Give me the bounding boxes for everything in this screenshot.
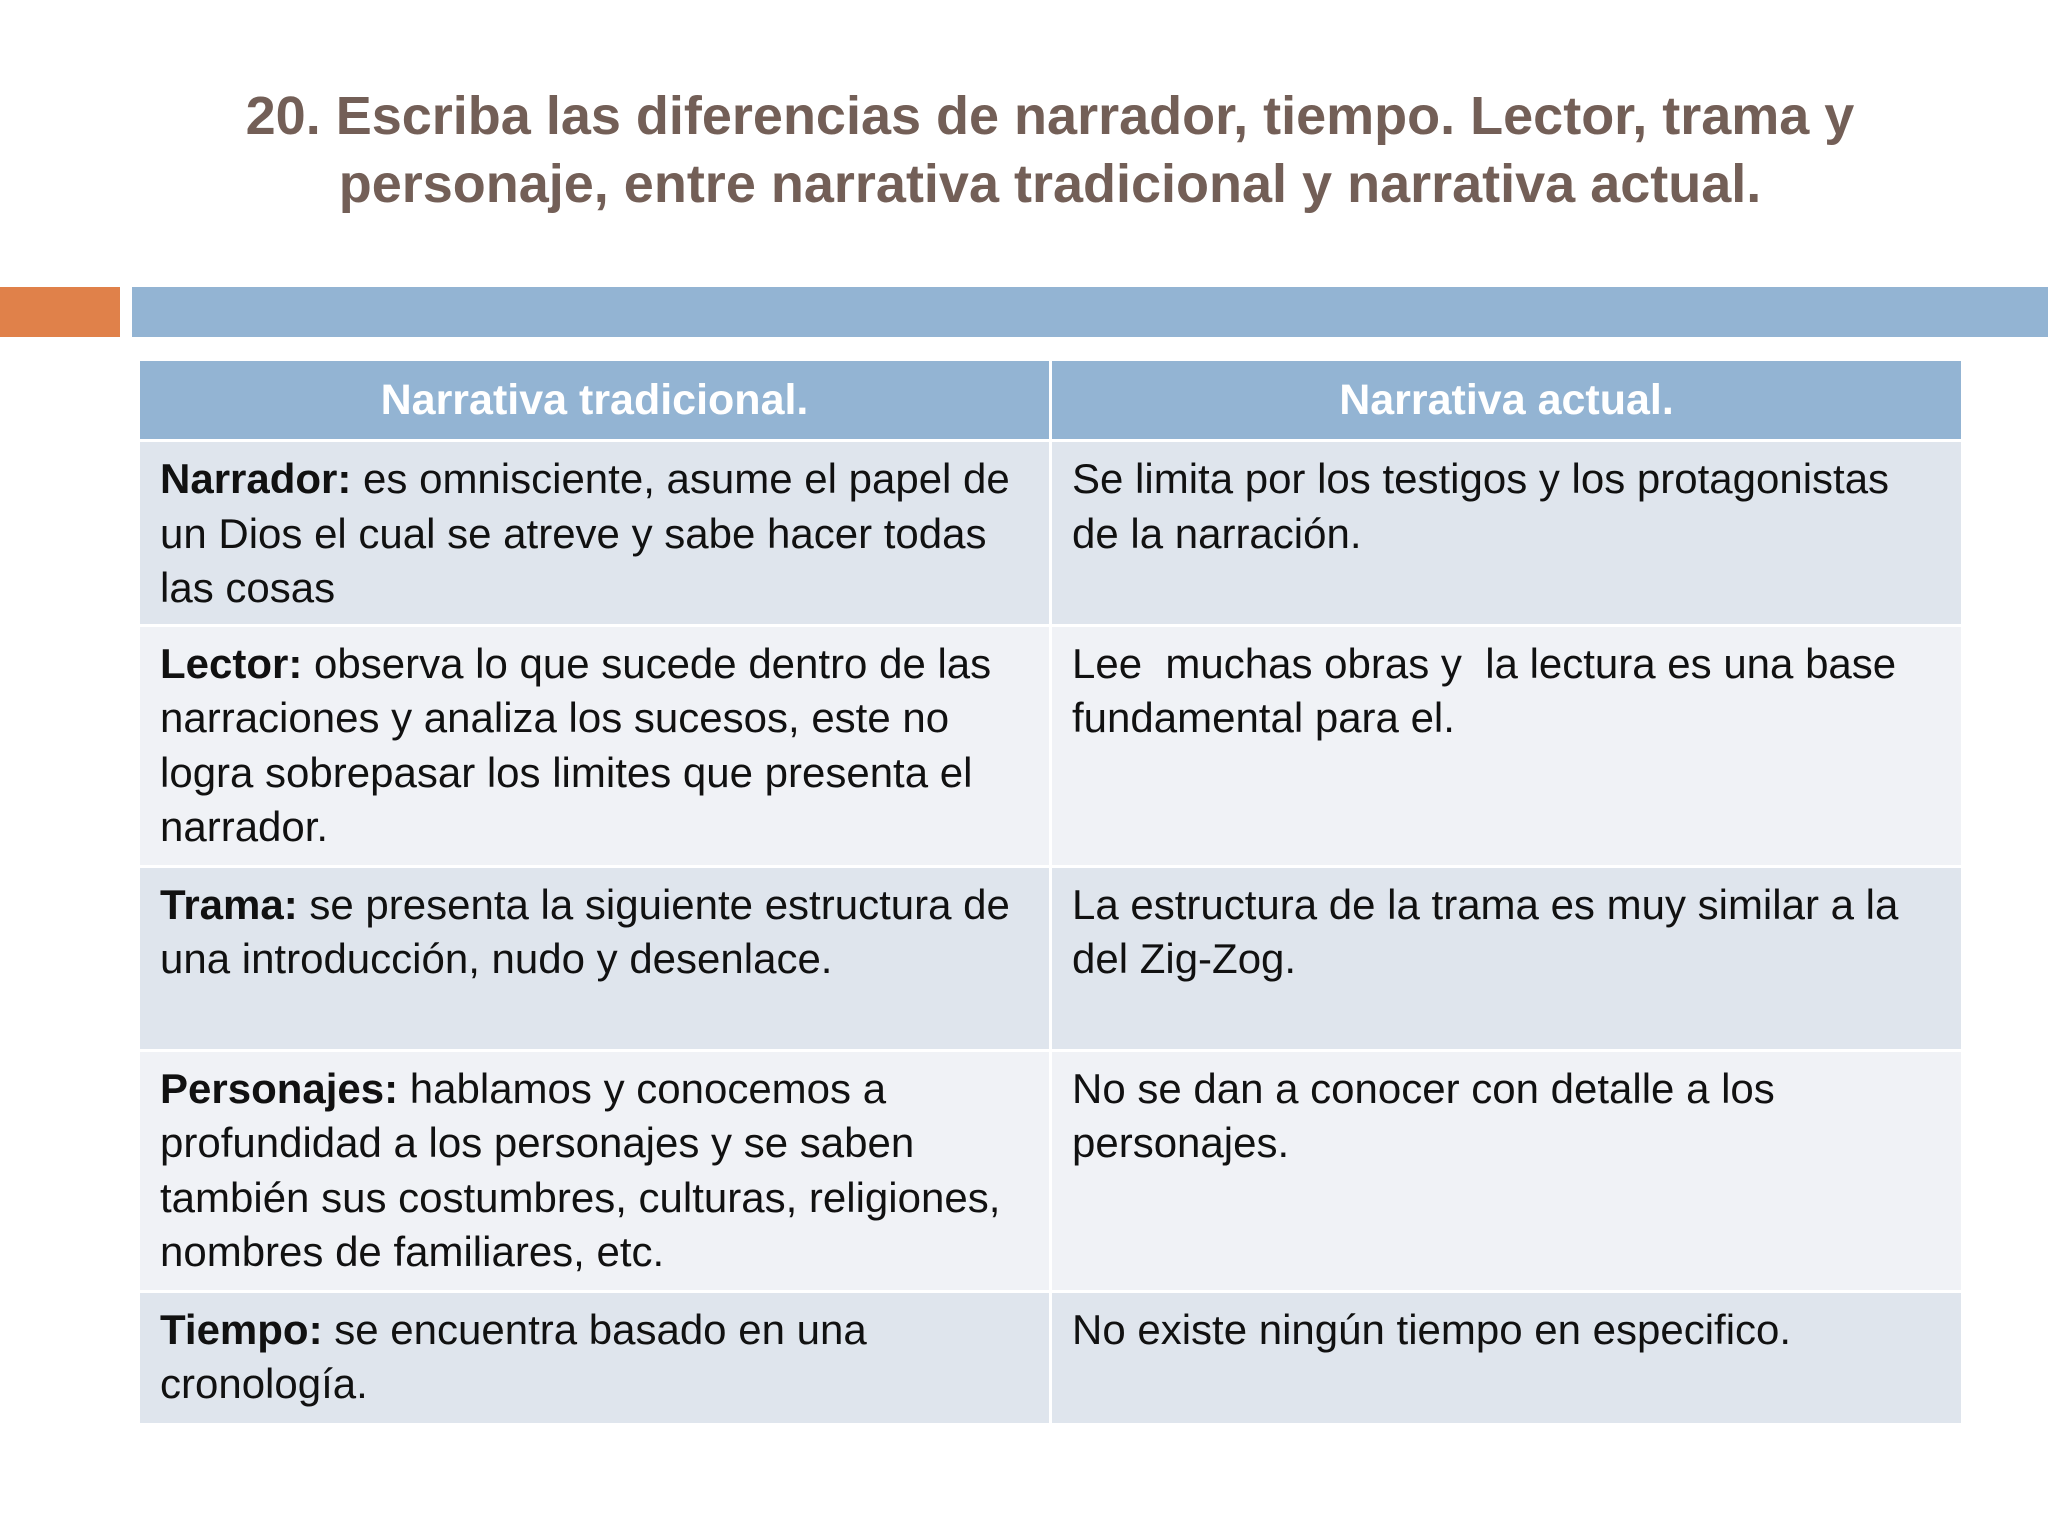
cell-current: Se limita por los testigos y los protagonistas de la narración. xyxy=(1051,441,1963,626)
table-row xyxy=(139,1050,1963,1291)
cell-traditional-text: hablamos y conocemos a profundidad a los personajes y se saben también sus costumbres, culturas, religiones, nombres de familiares, etc. xyxy=(160,1064,1001,1275)
table-row xyxy=(139,866,1963,1050)
cell-traditional xyxy=(139,1291,1051,1424)
cell-current: No existe ningún tiempo en especifico. xyxy=(1051,1291,1963,1424)
cell-traditional xyxy=(139,441,1051,626)
accent-bar-orange xyxy=(0,287,120,337)
term-label: Lector: xyxy=(160,639,303,687)
slide-title-line-1: 20. Escriba las diferencias de narrador, tiempo. Lector, trama y xyxy=(245,86,1855,146)
cell-traditional-text: se presenta la siguiente estructura de una introducción, nudo y desenlace. xyxy=(160,880,1010,982)
cell-traditional-text: se encuentra basado en una cronología. xyxy=(160,1305,867,1407)
cell-traditional-text: observa lo que sucede dentro de las narraciones y analiza los sucesos, este no logra sobrepasar los limites que presenta el narrador. xyxy=(160,639,992,850)
table-row xyxy=(139,625,1963,866)
term-label: Narrador: xyxy=(160,455,352,502)
cell-current: Lee muchas obras y la lectura es una base fundamental para el. xyxy=(1051,625,1963,866)
table-row xyxy=(139,1291,1963,1424)
accent-bar-blue xyxy=(132,287,2048,337)
table-row xyxy=(139,441,1963,626)
slide-title xyxy=(150,82,1950,218)
comparison-table xyxy=(137,358,1964,1426)
cell-traditional xyxy=(139,1050,1051,1291)
term-label: Personajes: xyxy=(160,1064,399,1112)
cell-traditional xyxy=(139,866,1051,1050)
table-header-row xyxy=(139,360,1963,441)
cell-traditional xyxy=(139,625,1051,866)
term-label: Trama: xyxy=(160,880,298,928)
cell-current: La estructura de la trama es muy similar a la del Zig-Zog. xyxy=(1051,866,1963,1050)
slide-title-line-2: personaje, entre narrativa tradicional y narrativa actual. xyxy=(338,154,1762,214)
comparison-table-wrapper xyxy=(137,358,1964,1426)
cell-traditional-text: es omnisciente, asume el papel de un Dios el cual se atreve y sabe hacer todas las cosas xyxy=(160,455,1010,611)
term-label: Tiempo: xyxy=(160,1305,323,1353)
cell-current: No se dan a conocer con detalle a los personajes. xyxy=(1051,1050,1963,1291)
header-traditional: Narrativa tradicional. xyxy=(139,360,1051,441)
header-current: Narrativa actual. xyxy=(1051,360,1963,441)
